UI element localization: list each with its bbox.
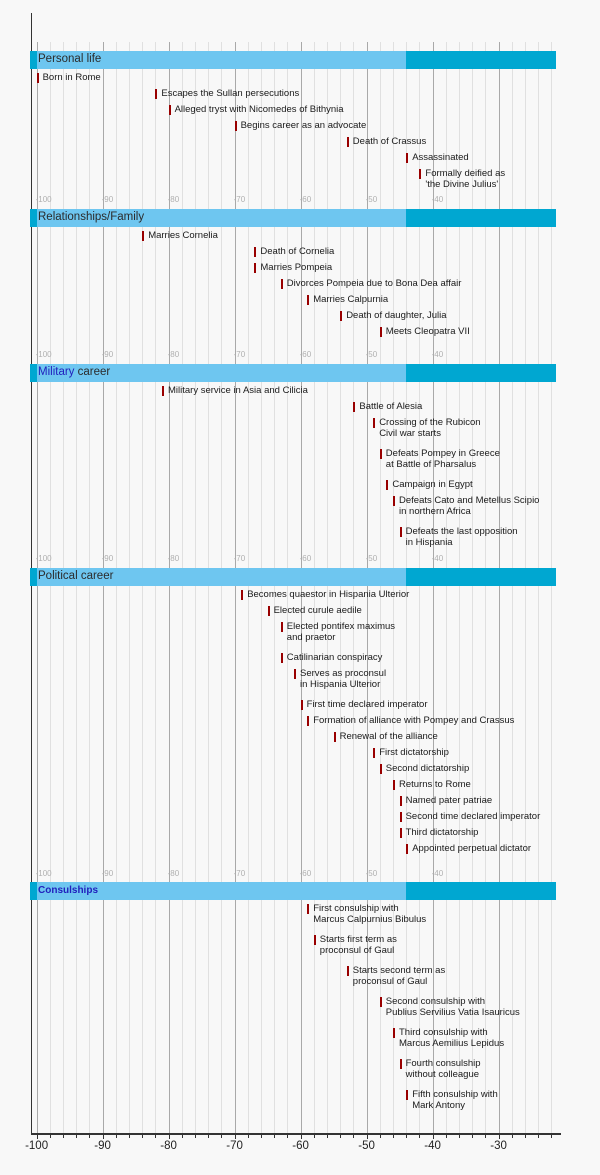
event-marker xyxy=(400,828,402,838)
event-marker xyxy=(294,669,296,679)
event-label-line: Appointed perpetual dictator xyxy=(412,843,532,854)
section-title-text: Relationships/Family xyxy=(38,211,145,223)
mini-axis-tick-label: -70 xyxy=(233,350,246,359)
gridline-minor xyxy=(340,42,341,1133)
gridline-minor xyxy=(261,42,262,1133)
axis-tick-minor xyxy=(142,1135,143,1138)
mini-axis-tick-label: -90 xyxy=(101,554,114,563)
axis-tick-minor xyxy=(340,1135,341,1138)
section-bar-posthumous xyxy=(406,882,556,900)
event-marker xyxy=(380,764,382,774)
event-label-line: Fourth consulship xyxy=(405,1058,481,1069)
event-label-line: Civil war starts xyxy=(379,428,441,439)
event-label-line: at Battle of Pharsalus xyxy=(385,459,477,470)
gridline-minor xyxy=(182,42,183,1133)
mini-axis-tick-label: -90 xyxy=(101,195,114,204)
event-label xyxy=(392,479,472,490)
axis-tick-minor xyxy=(76,1135,77,1138)
event-label xyxy=(247,589,409,600)
gridline-minor xyxy=(314,42,315,1133)
event-marker xyxy=(241,590,243,600)
gridline-major xyxy=(169,42,170,1133)
gridline-major xyxy=(499,42,500,1133)
section-bar-posthumous xyxy=(406,51,556,69)
gridline-major xyxy=(103,42,104,1133)
mini-axis-tick-label: -50 xyxy=(365,869,378,878)
bottom-axis-tick-label: -90 xyxy=(94,1140,111,1152)
gridline-minor xyxy=(538,42,539,1133)
event-label-line: without colleague xyxy=(405,1069,480,1080)
event-marker xyxy=(347,966,349,976)
bottom-axis-tick-label: -70 xyxy=(226,1140,243,1152)
bottom-axis-line xyxy=(31,1133,561,1135)
bottom-axis-tick-label: -60 xyxy=(292,1140,309,1152)
axis-tick-minor xyxy=(116,1135,117,1138)
event-label xyxy=(359,401,422,412)
mini-axis-tick-label: -80 xyxy=(167,869,180,878)
gridline-minor xyxy=(446,42,447,1133)
gridline-minor xyxy=(89,42,90,1133)
event-label-line: 'the Divine Julius' xyxy=(425,179,499,190)
section-title xyxy=(38,51,101,69)
event-label-line: Marcus Calpurnius Bibulus xyxy=(313,914,427,925)
event-label xyxy=(399,779,471,790)
axis-tick-minor xyxy=(63,1135,64,1138)
axis-tick-minor xyxy=(274,1135,275,1138)
event-label xyxy=(43,72,101,83)
event-marker xyxy=(254,247,256,257)
event-marker xyxy=(373,418,375,428)
event-label-line: Marries Pompeia xyxy=(260,262,333,273)
event-label-line: Meets Cleopatra VII xyxy=(385,326,470,337)
gridline-minor xyxy=(195,42,196,1133)
event-label-line: Catilinarian conspiracy xyxy=(286,652,383,663)
axis-tick-minor xyxy=(314,1135,315,1138)
event-marker xyxy=(393,780,395,790)
gridline-minor xyxy=(512,42,513,1133)
mini-axis-tick-label: -50 xyxy=(365,195,378,204)
event-marker xyxy=(400,796,402,806)
axis-tick-minor xyxy=(208,1135,209,1138)
mini-axis-tick-label: -90 xyxy=(101,350,114,359)
event-label xyxy=(386,763,469,774)
mini-axis-tick-label: -40 xyxy=(431,554,444,563)
event-label-line: Mark Antony xyxy=(412,1100,465,1111)
event-label-line: Starts second term as xyxy=(352,965,446,976)
mini-axis-tick-label: -100 xyxy=(35,869,52,878)
event-marker xyxy=(281,279,283,289)
event-label-line: Second consulship with xyxy=(385,996,486,1007)
event-marker xyxy=(314,935,316,945)
event-marker xyxy=(406,844,408,854)
event-marker xyxy=(281,653,283,663)
gridline-minor xyxy=(472,42,473,1133)
gridline-minor xyxy=(129,42,130,1133)
axis-tick-minor xyxy=(50,1135,51,1138)
gridline-minor xyxy=(142,42,143,1133)
event-label-line: Defeats Pompey in Greece xyxy=(385,448,500,459)
bottom-axis-tick-label: -40 xyxy=(424,1140,441,1152)
event-label-line: and praetor xyxy=(286,632,336,643)
event-label-line: Marries Cornelia xyxy=(148,230,218,241)
event-label-line: Third consulship with xyxy=(399,1027,488,1038)
section-title xyxy=(38,209,144,227)
axis-tick-minor xyxy=(327,1135,328,1138)
gridline-minor xyxy=(274,42,275,1133)
event-label-line: Publius Servilius Vatia Isauricus xyxy=(385,1007,520,1018)
event-label-line: Death of Cornelia xyxy=(260,246,335,257)
event-label-line: Campaign in Egypt xyxy=(392,479,473,490)
event-label-line: Fifth consulship with xyxy=(412,1089,498,1100)
event-label-line: Formally deified as xyxy=(425,168,506,179)
event-marker xyxy=(406,1090,408,1100)
event-marker xyxy=(301,700,303,710)
gridline-minor xyxy=(327,42,328,1133)
axis-tick-minor xyxy=(459,1135,460,1138)
mini-axis-tick-label: -60 xyxy=(299,350,312,359)
axis-tick-minor xyxy=(129,1135,130,1138)
axis-tick-minor xyxy=(406,1135,407,1138)
event-marker xyxy=(393,496,395,506)
axis-tick-minor xyxy=(538,1135,539,1138)
event-label-line: Named pater patriae xyxy=(405,795,493,806)
section-title-text: Political career xyxy=(38,570,114,582)
event-label xyxy=(313,715,514,726)
mini-axis-tick-label: -100 xyxy=(35,554,52,563)
event-label-line: First dictatorship xyxy=(379,747,449,758)
gridline-major xyxy=(235,42,236,1133)
gridline-major xyxy=(37,42,38,1133)
event-label xyxy=(399,495,539,517)
section-bar-posthumous xyxy=(406,568,556,586)
event-marker xyxy=(162,386,164,396)
mini-axis-tick-label: -70 xyxy=(233,554,246,563)
event-label xyxy=(287,652,383,663)
axis-tick-minor xyxy=(287,1135,288,1138)
mini-axis-tick-label: -40 xyxy=(431,195,444,204)
event-label xyxy=(406,811,541,822)
event-label-line: Born in Rome xyxy=(42,72,101,83)
event-marker xyxy=(340,311,342,321)
bottom-axis-tick-label: -30 xyxy=(490,1140,507,1152)
event-marker xyxy=(406,153,408,163)
event-label-line: Escapes the Sullan persecutions xyxy=(161,88,300,99)
gridline-minor xyxy=(525,42,526,1133)
event-marker xyxy=(353,402,355,412)
gridline-minor xyxy=(76,42,77,1133)
mini-axis-tick-label: -90 xyxy=(101,869,114,878)
axis-tick-major xyxy=(37,1135,38,1140)
event-label xyxy=(320,934,397,956)
event-label xyxy=(300,668,386,690)
section-title xyxy=(38,882,98,900)
event-label-line: First time declared imperator xyxy=(306,699,428,710)
event-label xyxy=(379,417,480,439)
event-marker xyxy=(380,449,382,459)
event-label-line: in northern Africa xyxy=(399,506,471,517)
event-label-line: Returns to Rome xyxy=(399,779,471,790)
event-label-line: Elected pontifex maximus xyxy=(286,621,396,632)
event-label-line: Serves as proconsul xyxy=(300,668,387,679)
axis-tick-minor xyxy=(89,1135,90,1138)
mini-axis-tick-label: -50 xyxy=(365,554,378,563)
event-label-line: Renewal of the alliance xyxy=(339,731,438,742)
event-marker xyxy=(386,480,388,490)
axis-tick-major xyxy=(499,1135,500,1140)
event-label xyxy=(406,795,493,806)
axis-tick-major xyxy=(103,1135,104,1140)
mini-axis-tick-label: -70 xyxy=(233,195,246,204)
mini-axis-tick-label: -60 xyxy=(299,554,312,563)
section-title xyxy=(38,364,110,382)
section-title-text: Personal life xyxy=(38,53,102,65)
event-marker xyxy=(37,73,39,83)
axis-tick-minor xyxy=(195,1135,196,1138)
event-label-line: Marcus Aemilius Lepidus xyxy=(399,1038,505,1049)
event-label xyxy=(175,104,344,115)
event-label-line: First consulship with xyxy=(313,903,399,914)
event-marker xyxy=(235,121,237,131)
gridline-major xyxy=(301,42,302,1133)
gridline-minor xyxy=(50,42,51,1133)
event-label xyxy=(346,310,446,321)
axis-tick-major xyxy=(433,1135,434,1140)
event-label-line: Alleged tryst with Nicomedes of Bithynia xyxy=(174,104,344,115)
event-label-line: Second time declared imperator xyxy=(405,811,541,822)
axis-tick-minor xyxy=(512,1135,513,1138)
axis-tick-minor xyxy=(261,1135,262,1138)
section-bar-posthumous xyxy=(406,209,556,227)
axis-tick-minor xyxy=(248,1135,249,1138)
event-label xyxy=(260,246,334,257)
event-label xyxy=(307,699,428,710)
section-title-text: career xyxy=(74,366,111,378)
event-label xyxy=(353,965,445,987)
gridline-minor xyxy=(287,42,288,1133)
event-label-line: Military service in Asia and Cilicia xyxy=(168,385,308,396)
event-marker xyxy=(380,327,382,337)
bottom-axis-tick-label: -100 xyxy=(25,1140,49,1152)
mini-axis-tick-label: -60 xyxy=(299,869,312,878)
event-label xyxy=(406,827,479,838)
event-label xyxy=(412,843,531,854)
event-label-line: Second dictatorship xyxy=(385,763,470,774)
axis-tick-major xyxy=(169,1135,170,1140)
event-label-line: Begins career as an advocate xyxy=(240,120,367,131)
section-bar-posthumous xyxy=(406,364,556,382)
event-marker xyxy=(268,606,270,616)
mini-axis-tick-label: -40 xyxy=(431,350,444,359)
event-label xyxy=(386,448,500,470)
event-label xyxy=(161,88,299,99)
axis-tick-major xyxy=(301,1135,302,1140)
event-marker xyxy=(393,1028,395,1038)
event-marker xyxy=(142,231,144,241)
event-label-line: in Hispania Ulterior xyxy=(300,679,381,690)
event-label-line: Becomes quaestor in Hispania Ulterior xyxy=(247,589,410,600)
bottom-axis-tick-label: -80 xyxy=(160,1140,177,1152)
event-label xyxy=(406,1058,481,1080)
axis-tick-minor xyxy=(380,1135,381,1138)
event-marker xyxy=(419,169,421,179)
event-label xyxy=(425,168,505,190)
event-label xyxy=(406,526,518,548)
event-label xyxy=(379,747,449,758)
mini-axis-tick-label: -50 xyxy=(365,350,378,359)
event-marker xyxy=(400,812,402,822)
event-marker xyxy=(281,622,283,632)
event-marker xyxy=(307,716,309,726)
axis-tick-minor xyxy=(446,1135,447,1138)
event-label-line: in Hispania xyxy=(405,537,453,548)
event-label-line: Defeats the last opposition xyxy=(405,526,518,537)
event-label-line: Marries Calpurnia xyxy=(313,294,389,305)
event-label xyxy=(313,294,388,305)
mini-axis-tick-label: -100 xyxy=(35,195,52,204)
event-marker xyxy=(254,263,256,273)
event-marker xyxy=(307,295,309,305)
event-label xyxy=(412,152,469,163)
gridline-minor xyxy=(459,42,460,1133)
section-title xyxy=(38,568,113,586)
gridline-minor xyxy=(485,42,486,1133)
event-label xyxy=(313,903,426,925)
gridline-minor xyxy=(155,42,156,1133)
axis-tick-minor xyxy=(221,1135,222,1138)
event-label-line: Elected curule aedile xyxy=(273,605,362,616)
event-label-line: proconsul of Gaul xyxy=(352,976,428,987)
mini-axis-tick-label: -40 xyxy=(431,869,444,878)
gridline-minor xyxy=(221,42,222,1133)
axis-tick-minor xyxy=(525,1135,526,1138)
gridline-minor xyxy=(63,42,64,1133)
mini-axis-tick-label: -80 xyxy=(167,195,180,204)
event-marker xyxy=(400,527,402,537)
event-label-line: Crossing of the Rubicon xyxy=(379,417,481,428)
event-marker xyxy=(380,997,382,1007)
bottom-axis-tick-label: -50 xyxy=(358,1140,375,1152)
event-label-line: Starts first term as xyxy=(319,934,397,945)
event-label-line: proconsul of Gaul xyxy=(319,945,395,956)
event-label xyxy=(287,278,462,289)
mini-axis-tick-label: -70 xyxy=(233,869,246,878)
event-label-line: Divorces Pompeia due to Bona Dea affair xyxy=(286,278,462,289)
event-label xyxy=(399,1027,504,1049)
mini-axis-tick-label: -100 xyxy=(35,350,52,359)
event-label-line: Defeats Cato and Metellus Scipio xyxy=(399,495,540,506)
event-marker xyxy=(400,1059,402,1069)
gridline-minor xyxy=(248,42,249,1133)
event-label-line: Battle of Alesia xyxy=(359,401,423,412)
mini-axis-tick-label: -60 xyxy=(299,195,312,204)
gridline-minor xyxy=(116,42,117,1133)
axis-tick-minor xyxy=(393,1135,394,1138)
event-label xyxy=(353,136,426,147)
axis-tick-major xyxy=(367,1135,368,1140)
event-label-line: Formation of alliance with Pompey and Crassus xyxy=(313,715,515,726)
event-marker xyxy=(307,904,309,914)
event-marker xyxy=(373,748,375,758)
event-label xyxy=(148,230,218,241)
event-label-line: Death of Crassus xyxy=(352,136,427,147)
event-label-line: Assassinated xyxy=(412,152,469,163)
gridline-minor xyxy=(208,42,209,1133)
event-label xyxy=(260,262,332,273)
axis-tick-minor xyxy=(182,1135,183,1138)
event-marker xyxy=(334,732,336,742)
section-title-link[interactable]: Consulships xyxy=(38,885,99,896)
section-title-link[interactable]: Military xyxy=(38,366,75,378)
axis-tick-minor xyxy=(551,1135,552,1138)
event-marker xyxy=(169,105,171,115)
event-label xyxy=(287,621,395,643)
event-label xyxy=(168,385,308,396)
event-label xyxy=(241,120,367,131)
mini-axis-tick-label: -80 xyxy=(167,350,180,359)
event-label-line: Death of daughter, Julia xyxy=(346,310,447,321)
axis-tick-minor xyxy=(419,1135,420,1138)
event-marker xyxy=(155,89,157,99)
axis-tick-minor xyxy=(472,1135,473,1138)
axis-tick-minor xyxy=(155,1135,156,1138)
mini-axis-tick-label: -80 xyxy=(167,554,180,563)
event-label xyxy=(340,731,438,742)
event-label xyxy=(412,1089,498,1111)
gridline-minor xyxy=(551,42,552,1133)
event-label xyxy=(386,326,470,337)
axis-tick-minor xyxy=(353,1135,354,1138)
axis-tick-minor xyxy=(485,1135,486,1138)
axis-tick-major xyxy=(235,1135,236,1140)
event-label xyxy=(386,996,520,1018)
event-label-line: Third dictatorship xyxy=(405,827,479,838)
event-label xyxy=(274,605,362,616)
event-marker xyxy=(347,137,349,147)
